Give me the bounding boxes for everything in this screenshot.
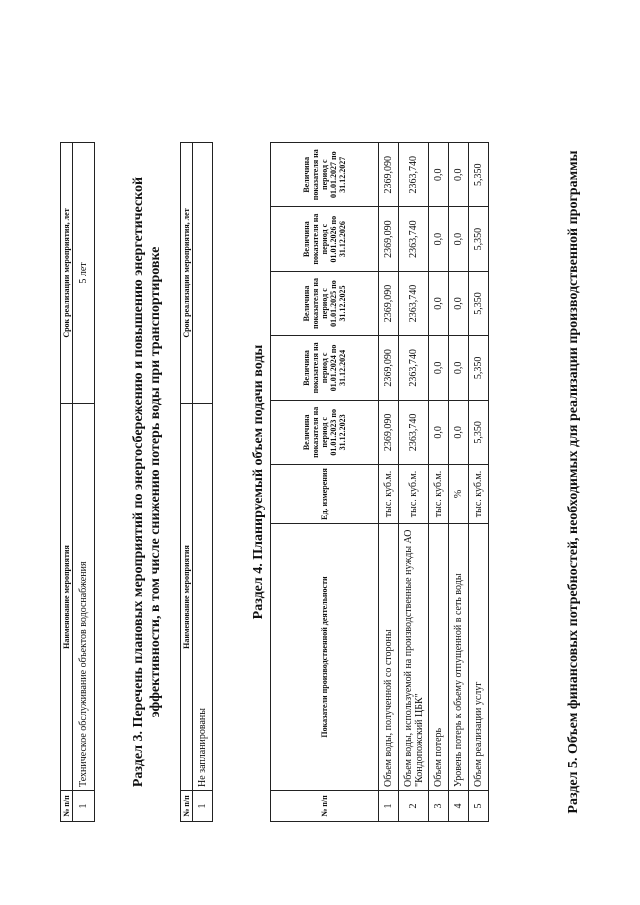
- table-header-row: [181, 143, 193, 822]
- cell-value-2023: 5,350: [469, 400, 489, 464]
- cell-indicator: Объем воды, используемой на производственные нужды АО "Кондопожский ЦБК": [399, 524, 429, 791]
- cell-value-2023: 0,0: [429, 400, 449, 464]
- table-row: [379, 143, 399, 822]
- col-name-header: Наименование мероприятия: [181, 404, 193, 791]
- col-indicator-header: Показатели производственной деятельности: [271, 524, 379, 791]
- col-unit-header: Ед. измерения: [271, 465, 379, 524]
- col-term-header: Срок реализации мероприятия, лет: [61, 143, 73, 404]
- energy-measures-table: [180, 142, 213, 822]
- section3-line2: эффективности, в том числе снижению потерь воды при транспортировке: [148, 246, 163, 718]
- col-period-2025-header: Величина показателя на период с 01.01.2025 по 31.12.2025: [271, 271, 379, 335]
- cell-indicator: Уровень потерь к объему отпущенной в сеть воды: [449, 524, 469, 791]
- section3-line1: Раздел 3. Перечень плановых мероприятий по энергосбережению и повышению энергетической: [131, 176, 146, 788]
- col-period-2023-header: Величина показателя на период с 01.01.2023 по 31.12.2023: [271, 400, 379, 464]
- cell-num: 1: [379, 791, 399, 822]
- cell-num: 1: [193, 791, 213, 822]
- cell-indicator: Объем реализации услуг: [469, 524, 489, 791]
- cell-num: 2: [399, 791, 429, 822]
- col-num-header: № п/п: [61, 791, 73, 822]
- cell-value-2023: 2369,090: [379, 400, 399, 464]
- cell-value-2026: 5,350: [469, 207, 489, 271]
- table-row: [73, 143, 95, 822]
- cell-num: 1: [73, 791, 95, 822]
- cell-value-2025: 0,0: [429, 271, 449, 335]
- table-row: [429, 143, 449, 822]
- cell-value-2025: 0,0: [449, 271, 469, 335]
- cell-value-2024: 2363,740: [399, 336, 429, 400]
- cell-term: 5 лет: [73, 143, 95, 404]
- section3-heading: [130, 142, 164, 822]
- table-row: [399, 143, 429, 822]
- cell-unit: %: [449, 465, 469, 524]
- cell-value-2024: 5,350: [469, 336, 489, 400]
- table-row: [449, 143, 469, 822]
- cell-indicator: Объем потерь: [429, 524, 449, 791]
- cell-num: 4: [449, 791, 469, 822]
- col-period-2027-header: Величина показателя на период с 01.01.2027 по 31.12.2027: [271, 143, 379, 207]
- cell-name: Техническое обслуживание объектов водоснабжения: [73, 404, 95, 791]
- col-num-header: № п/п: [181, 791, 193, 822]
- cell-value-2027: 5,350: [469, 143, 489, 207]
- col-period-2026-header: Величина показателя на период с 01.01.2026 по 31.12.2026: [271, 207, 379, 271]
- table-header-row: [271, 143, 379, 822]
- section4-heading: Раздел 4. Планируемый объем подачи воды: [251, 344, 266, 620]
- cell-value-2027: 0,0: [449, 143, 469, 207]
- measures-table: [60, 142, 95, 822]
- cell-value-2026: 2369,090: [379, 207, 399, 271]
- cell-unit: тыс. куб.м.: [469, 465, 489, 524]
- col-term-header: Срок реализации мероприятия, лет: [181, 143, 193, 404]
- water-supply-table: [270, 142, 489, 822]
- cell-value-2024: 0,0: [429, 336, 449, 400]
- cell-value-2026: 2363,740: [399, 207, 429, 271]
- cell-term: [193, 143, 213, 404]
- col-num-header: № п/п: [271, 791, 379, 822]
- cell-value-2027: 2369,090: [379, 143, 399, 207]
- section5-heading: Раздел 5. Объем финансовых потребностей, необходимых для реализации производственной программы: [566, 150, 581, 814]
- cell-value-2027: 0,0: [429, 143, 449, 207]
- rotated-document-page: [30, 22, 610, 882]
- cell-value-2026: 0,0: [449, 207, 469, 271]
- cell-indicator: Объем воды, полученной со стороны: [379, 524, 399, 791]
- cell-value-2024: 0,0: [449, 336, 469, 400]
- cell-unit: тыс. куб.м.: [379, 465, 399, 524]
- table-row: [469, 143, 489, 822]
- cell-unit: тыс. куб.м.: [399, 465, 429, 524]
- table-header-row: [61, 143, 73, 822]
- table-row: [193, 143, 213, 822]
- cell-value-2027: 2363,740: [399, 143, 429, 207]
- cell-name: Не запланированы: [193, 404, 213, 791]
- cell-value-2023: 0,0: [449, 400, 469, 464]
- col-name-header: Наименование мероприятия: [61, 404, 73, 791]
- cell-value-2024: 2369,090: [379, 336, 399, 400]
- cell-value-2025: 5,350: [469, 271, 489, 335]
- cell-value-2026: 0,0: [429, 207, 449, 271]
- cell-value-2023: 2363,740: [399, 400, 429, 464]
- cell-value-2025: 2363,740: [399, 271, 429, 335]
- cell-num: 3: [429, 791, 449, 822]
- cell-value-2025: 2369,090: [379, 271, 399, 335]
- cell-unit: тыс. куб.м.: [429, 465, 449, 524]
- col-period-2024-header: Величина показателя на период с 01.01.2024 по 31.12.2024: [271, 336, 379, 400]
- cell-num: 5: [469, 791, 489, 822]
